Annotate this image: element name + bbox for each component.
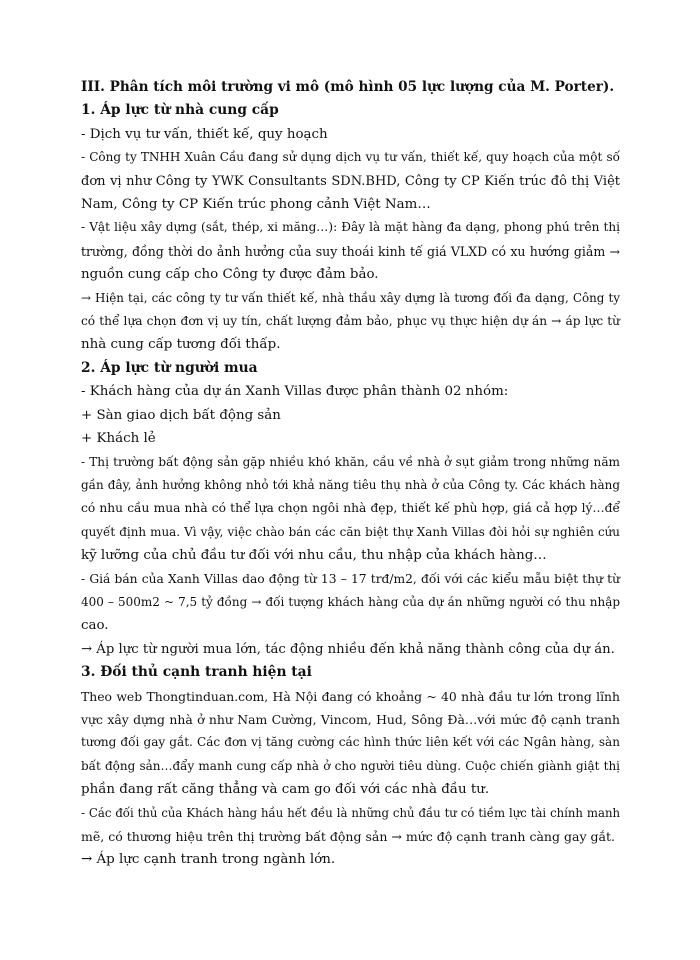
text-line: - Dịch vụ tư vấn, thiết kế, quy hoạch bbox=[81, 126, 328, 142]
text-line: + Sàn giao dịch bất động sản bbox=[81, 407, 281, 423]
text-line: - Các đối thủ của Khách hàng hầu hết đều là những chủ đầu tư có tiềm lực tài chính manh bbox=[81, 805, 620, 820]
heading-supplier-pressure: 1. Áp lực từ nhà cung cấp bbox=[81, 102, 279, 119]
text-line: vực xây dựng nhà ở như Nam Cường, Vincom, Hud, Sông Đà…với mức độ cạnh tranh bbox=[81, 711, 620, 727]
text-line: - Khách hàng của dự án Xanh Villas được phân thành 02 nhóm: bbox=[81, 384, 509, 400]
text-line: Nam, Công ty CP Kiến trúc phong cảnh Việt Nam… bbox=[81, 197, 431, 213]
text-line: → Hiện tại, các công ty tư vấn thiết kế, nhà thầu xây dựng là tương đối đa dạng, Công ty bbox=[81, 290, 620, 305]
text-line: - Công ty TNHH Xuân Cầu đang sử dụng dịch vụ tư vấn, thiết kế, quy hoạch của một số bbox=[81, 150, 620, 165]
text-line: - Giá bán của Xanh Villas dao động từ 13 – 17 trđ/m2, đối với các kiểu mẫu biệt thự từ bbox=[81, 571, 620, 586]
text-line: quyết định mua. Vì vậy, việc chào bán các căn biệt thự Xanh Villas đòi hỏi sự nghiên cứu bbox=[81, 524, 620, 539]
text-line: có nhu cầu mua nhà có thể lựa chọn ngôi nhà đẹp, thiết kế phù hợp, giá cả hợp lý…để bbox=[81, 501, 620, 516]
text-line: - Vật liệu xây dựng (sắt, thép, xi măng…): Đây là mặt hàng đa dạng, phong phú trên thị bbox=[81, 220, 620, 235]
text-line: Theo web Thongtinduan.com, Hà Nội đang có khoảng ~ 40 nhà đầu tư lớn trong lĩnh bbox=[81, 688, 620, 704]
text-line: tương đối gay gắt. Các đơn vị tăng cường các hình thức liên kết với các Ngân hàng, sàn bbox=[81, 735, 620, 750]
text-line: nhà cung cấp tương đối thấp. bbox=[81, 337, 281, 353]
text-line: trường, đồng thời do ảnh hưởng của suy thoái kinh tế giá VLXD có xu hướng giảm → bbox=[81, 243, 620, 259]
section-title: III. Phân tích môi trường vi mô (mô hình 05 lực lượng của M. Porter). bbox=[81, 79, 615, 95]
text-line: cao. bbox=[81, 618, 109, 634]
text-line: nguồn cung cấp cho Công ty được đảm bảo. bbox=[81, 267, 379, 283]
text-line: đơn vị như Công ty YWK Consultants SDN.BHD, Công ty CP Kiến trúc đô thị Việt bbox=[81, 173, 620, 189]
text-line: phần đang rất căng thẳng và cam go đối với các nhà đầu tư. bbox=[81, 782, 490, 798]
text-line: → Áp lực từ người mua lớn, tác động nhiều đến khả năng thành công của dự án. bbox=[81, 641, 615, 657]
text-line: gần đây, ảnh hưởng không nhỏ tới khả năng tiêu thụ nhà ở của Công ty. Các khách hàng bbox=[81, 477, 620, 492]
heading-buyer-pressure: 2. Áp lực từ người mua bbox=[81, 359, 258, 376]
text-line: + Khách lẻ bbox=[81, 431, 156, 447]
heading-current-competitors: 3. Đối thủ cạnh tranh hiện tại bbox=[81, 664, 312, 681]
text-line: → Áp lực cạnh tranh trong ngành lớn. bbox=[81, 852, 336, 868]
text-line: mẽ, có thương hiệu trên thị trường bất động sản → mức độ cạnh tranh càng gay gắt. bbox=[81, 829, 615, 844]
text-line: 400 – 500m2 ~ 7,5 tỷ đồng → đối tượng khách hàng của dự án những người có thu nhập bbox=[81, 594, 620, 609]
text-line: kỹ lưỡng của chủ đầu tư đối với nhu cầu, thu nhập của khách hàng… bbox=[81, 548, 547, 564]
text-line: bất động sản…đẩy manh cung cấp nhà ở cho người tiêu dùng. Cuộc chiến giành giật thị bbox=[81, 758, 620, 773]
text-line: có thể lựa chọn đơn vị uy tín, chất lượng đảm bảo, phục vụ thực hiện dự án → áp lực từ bbox=[81, 314, 620, 329]
text-line: - Thị trường bất động sản gặp nhiều khó khăn, cầu về nhà ở sụt giảm trong những năm bbox=[81, 454, 620, 469]
